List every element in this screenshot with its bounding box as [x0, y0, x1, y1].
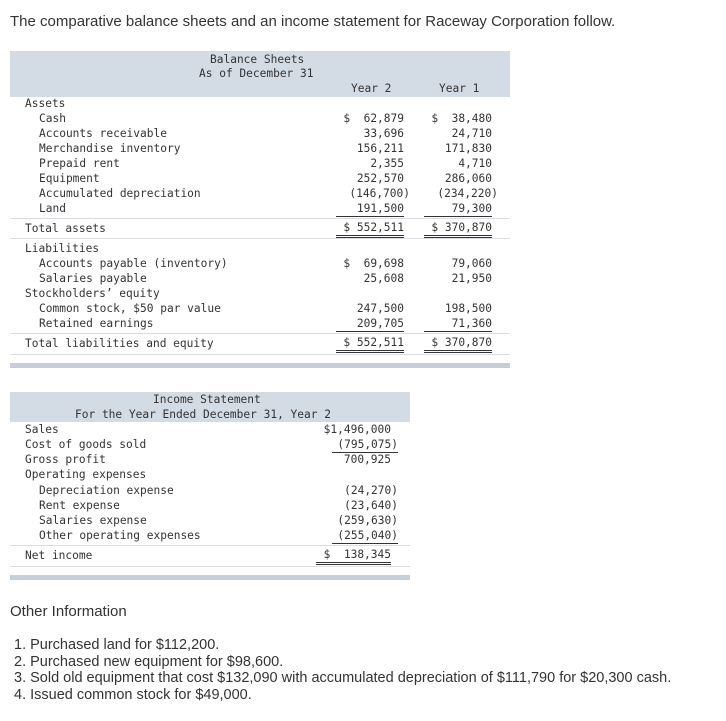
row-salaries-label: Salaries payable [39, 272, 147, 285]
row-accum-dep-y1: (234,220) [437, 187, 498, 200]
income-statement-title: Income Statement [153, 393, 261, 406]
divider [10, 545, 410, 546]
intro-text: The comparative balance sheets and an income statement for Raceway Corporation follow. [10, 13, 616, 30]
row-common-stock-y2: 247,500 [356, 302, 404, 315]
other-info-list [14, 637, 671, 703]
row-prepaid-y1: 4,710 [458, 157, 492, 170]
row-inventory-label: Merchandise inventory [39, 142, 181, 155]
row-land-y2: 191,500 [336, 202, 404, 217]
row-inventory-y1: 171,830 [444, 142, 492, 155]
net-income-value: $ 138,345 [316, 548, 391, 565]
row-ap-y1: 79,060 [451, 257, 492, 270]
opex-depreciation-label: Depreciation expense [39, 484, 174, 497]
col-year1-header: Year 1 [439, 82, 480, 95]
other-info-title: Other Information [10, 603, 127, 620]
row-salaries-y2: 25,608 [363, 272, 404, 285]
row-equipment-y1: 286,060 [444, 172, 492, 185]
income-statement-table [10, 392, 410, 581]
total-assets-y1: $ 370,870 [424, 221, 492, 238]
row-prepaid-label: Prepaid rent [39, 157, 120, 170]
equity-label: Stockholders’ equity [25, 287, 160, 300]
row-ar-y2: 33,696 [363, 127, 404, 140]
table-bottom-bar [10, 363, 510, 368]
balance-sheet-table [10, 51, 510, 368]
row-salaries-y1: 21,950 [451, 272, 492, 285]
row-cash-y1: $ 38,480 [431, 112, 492, 125]
row-land-y1: 79,300 [424, 202, 492, 217]
total-assets-label: Total assets [25, 222, 106, 235]
other-info-item: 1. Purchased land for $112,200. [14, 637, 220, 653]
divider [10, 566, 410, 567]
row-prepaid-y2: 2,355 [370, 157, 404, 170]
row-accum-dep-label: Accumulated depreciation [39, 187, 201, 200]
opex-depreciation-value: (24,270) [344, 484, 398, 497]
row-equipment-y2: 252,570 [356, 172, 404, 185]
row-retained-y1: 71,360 [424, 317, 492, 332]
other-info-item: 3. Sold old equipment that cost $132,090 with accumulated depreciation of $111,790 for $20,300 cash. [14, 670, 672, 686]
opex-rent-value: (23,640) [344, 499, 398, 512]
divider [10, 218, 510, 219]
liabilities-label: Liabilities [25, 242, 100, 255]
opex-other-label: Other operating expenses [39, 529, 201, 542]
row-ar-label: Accounts receivable [39, 127, 167, 140]
row-retained-label: Retained earnings [39, 317, 154, 330]
row-equipment-label: Equipment [39, 172, 100, 185]
net-income-label: Net income [25, 549, 93, 562]
row-cash-label: Cash [39, 112, 66, 125]
total-le-label: Total liabilities and equity [25, 337, 214, 350]
row-ar-y1: 24,710 [451, 127, 492, 140]
other-info-item: 2. Purchased new equipment for $98,600. [14, 653, 284, 670]
balance-sheet-subtitle: As of December 31 [199, 67, 314, 80]
cogs-value: (795,075) [332, 438, 398, 453]
divider [10, 333, 510, 334]
sales-value: $1,496,000 [323, 423, 391, 436]
opex-label: Operating expenses [25, 468, 147, 481]
row-common-stock-y1: 198,500 [444, 302, 492, 315]
row-ap-label: Accounts payable (inventory) [39, 257, 228, 270]
row-cash-y2: $ 62,879 [343, 112, 404, 125]
row-common-stock-label: Common stock, $50 par value [39, 302, 221, 315]
row-ap-y2: $ 69,698 [343, 257, 404, 270]
balance-sheet-title: Balance Sheets [210, 53, 305, 66]
opex-salaries-label: Salaries expense [39, 514, 147, 527]
cogs-label: Cost of goods sold [25, 438, 147, 451]
row-retained-y2: 209,705 [336, 317, 404, 332]
total-le-y1: $ 370,870 [424, 336, 492, 353]
opex-other-value: (255,040) [332, 529, 398, 544]
opex-rent-label: Rent expense [39, 499, 120, 512]
other-info-item: 4. Issued common stock for $49,000. [14, 686, 252, 703]
income-statement-subtitle: For the Year Ended December 31, Year 2 [75, 408, 331, 421]
total-assets-y2: $ 552,511 [336, 221, 404, 238]
opex-salaries-value: (259,630) [337, 514, 398, 527]
divider [10, 354, 510, 355]
table-bottom-bar [10, 575, 410, 580]
row-inventory-y2: 156,211 [356, 142, 404, 155]
total-le-y2: $ 552,511 [336, 336, 404, 353]
row-land-label: Land [39, 202, 66, 215]
gross-profit-label: Gross profit [25, 453, 106, 466]
row-accum-dep-y2: (146,700) [349, 187, 410, 200]
col-year2-header: Year 2 [351, 82, 392, 95]
assets-label: Assets [25, 97, 66, 110]
sales-label: Sales [25, 423, 59, 436]
gross-profit-value: 700,925 [343, 453, 391, 466]
divider [10, 238, 510, 239]
